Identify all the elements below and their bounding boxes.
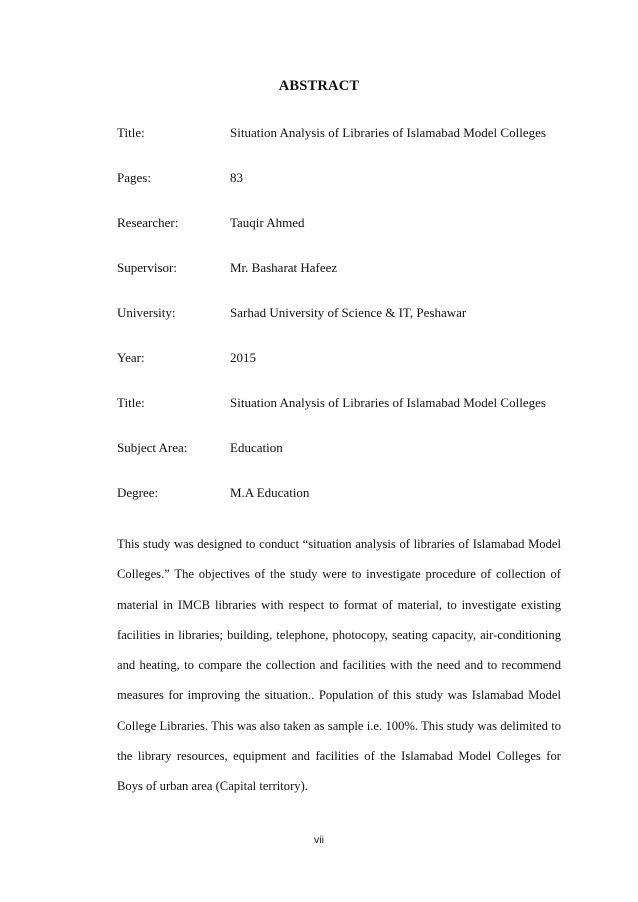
field-label: Subject Area:: [117, 440, 188, 455]
field-label: Researcher:: [117, 215, 179, 230]
field-label: Year:: [117, 350, 145, 365]
field-label: Supervisor:: [117, 260, 177, 275]
abstract-paragraph: This study was designed to conduct “situation analysis of libraries of Islamabad Model Colleges.” The objectives of the study were to investigate procedure of collection of material in IMCB libraries with respect to format of material, to investigate existing facilities in libraries; building, telephone, photocopy, seating capacity, air-conditioning and heating, to compare the collection and facilities with the need and to recommend measures for improving the situation.. Population of this study was Islamabad Model College Libraries. This was also taken as sample i.e. 100%. This study was delimited to the library resources, equipment and facilities of the Islamabad Model Colleges for Boys of urban area (Capital territory).: [117, 537, 561, 794]
page-title: ABSTRACT: [278, 78, 360, 94]
field-value: Situation Analysis of Libraries of Islamabad Model Colleges: [230, 125, 546, 140]
field-value: Sarhad University of Science & IT, Peshawar: [230, 305, 467, 320]
field-value: M.A Education: [230, 485, 310, 500]
field-label: Title:: [117, 395, 145, 410]
field-value: Situation Analysis of Libraries of Islamabad Model Colleges: [230, 395, 546, 410]
field-value: 83: [230, 170, 243, 185]
field-value: Mr. Basharat Hafeez: [230, 260, 338, 275]
field-value: 2015: [230, 350, 256, 365]
field-value: Education: [230, 440, 283, 455]
field-label: Degree:: [117, 485, 159, 500]
field-label: Title:: [117, 125, 145, 140]
field-label: Pages:: [117, 170, 151, 185]
page-number: vii: [314, 834, 324, 846]
field-value: Tauqir Ahmed: [230, 215, 305, 230]
field-label: University:: [117, 305, 176, 320]
